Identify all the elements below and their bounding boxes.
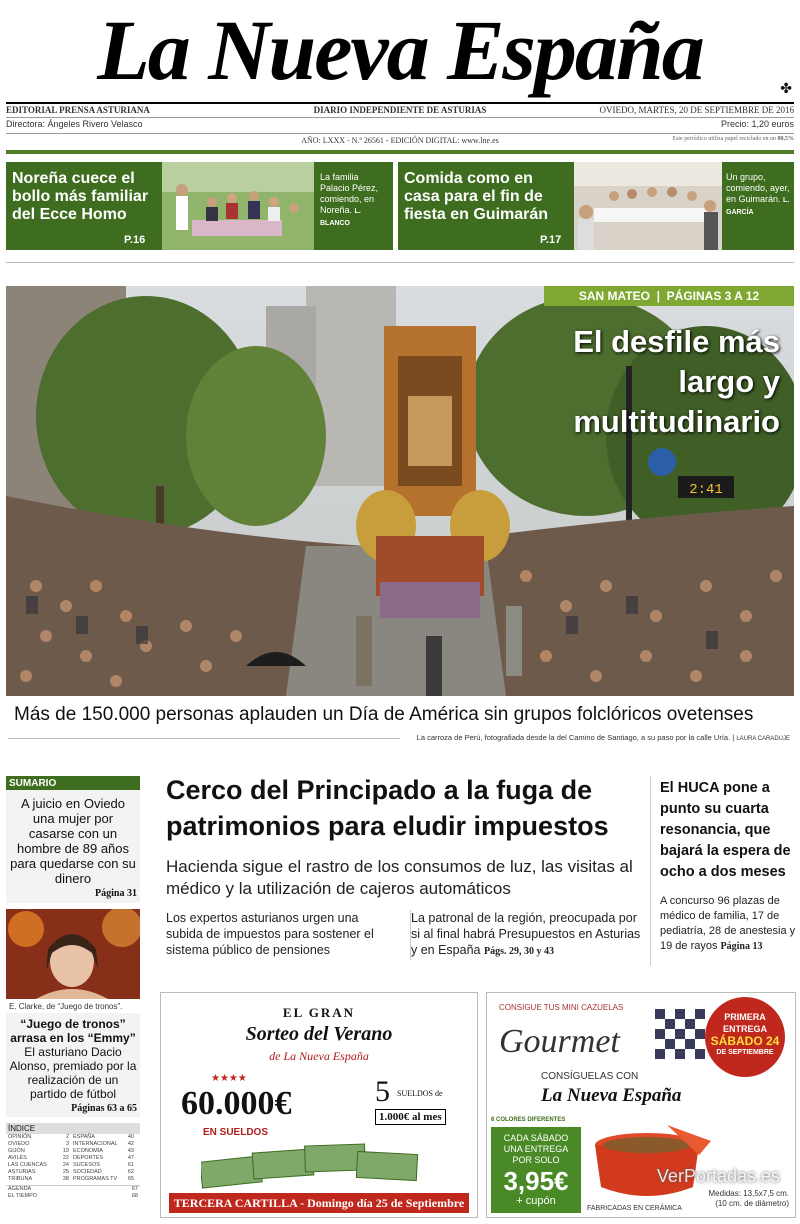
index-item-name: INTERNACIONAL	[73, 1141, 118, 1147]
index-item[interactable]	[8, 1186, 138, 1193]
ad-monthly-box: 1.000€ al mes	[375, 1109, 446, 1125]
teaser-credit: L. BLANCO	[320, 208, 361, 227]
medidas-line: (10 cm. de diámetro)	[715, 1199, 789, 1208]
divider	[6, 262, 794, 263]
index-item[interactable]	[8, 1162, 73, 1169]
index-item-page: 38	[62, 1176, 69, 1182]
paper-note-pct: 80,5%	[777, 136, 794, 142]
meta-line-3	[6, 133, 794, 147]
ad-five: 5	[375, 1075, 390, 1108]
ad-five-label: SUELDOS de	[397, 1089, 443, 1098]
price-box-line: POR SOLO	[512, 1155, 560, 1165]
teaser-photo	[162, 162, 314, 250]
ad-amount-label: EN SUELDOS	[203, 1127, 269, 1138]
index-item[interactable]	[73, 1162, 138, 1169]
index-item-name: ECONOMÍA	[73, 1148, 103, 1154]
index-item[interactable]	[73, 1155, 138, 1162]
director: Directora: Ángeles Rivero Velasco	[6, 119, 143, 129]
masthead	[0, 0, 800, 100]
index-item-page: 40	[127, 1134, 134, 1140]
index-item-name: AGENDA	[8, 1186, 32, 1192]
index-item-page: 19	[62, 1148, 69, 1154]
ad-cupon: + cupón	[516, 1195, 556, 1207]
index-item-name: EL TIEMPO	[8, 1193, 38, 1199]
teaser-page: P.17	[540, 234, 562, 246]
index-item[interactable]	[73, 1176, 138, 1183]
edition-info: AÑO: LXXX - N.º 26561 - EDICIÓN DIGITAL: www.lne.es	[301, 136, 499, 145]
index-item-page: 47	[127, 1155, 134, 1161]
index-item[interactable]	[8, 1141, 73, 1148]
checkered-cloth-icon	[655, 1009, 705, 1059]
tagline: DIARIO INDEPENDIENTE DE ASTURIAS	[313, 105, 487, 115]
index-item[interactable]	[8, 1193, 138, 1200]
teaser-title: Comida como en casa para el fin de fiesta en Guimarán	[404, 170, 549, 223]
cazuela-icon	[587, 1121, 717, 1201]
index-item[interactable]	[8, 1134, 73, 1141]
ad-sorteo-brand: de La Nueva España	[269, 1049, 369, 1063]
teaser-norena[interactable]	[6, 162, 393, 250]
badge-date: SÁBADO 24	[710, 1034, 780, 1048]
index-item-page: 68	[131, 1193, 138, 1199]
ad-el-gran: EL GRAN	[282, 1005, 356, 1020]
price-box-line: UNA ENTREGA	[503, 1144, 569, 1154]
sumario-story-headline: “Juego de tronos” arrasa en los “Emmy”	[10, 1017, 136, 1045]
ad-medidas	[709, 1189, 789, 1209]
main-column-2-text: La patronal de la región, preocupada por si al final habrá Presupuestos en Asturias y en España	[411, 911, 641, 957]
index-item-page: 24	[62, 1162, 69, 1168]
sumario-story[interactable]	[6, 1013, 140, 1117]
index-item[interactable]	[73, 1134, 138, 1141]
teaser-caption-text: Un grupo, comiendo, ayer, en Guimarán.	[726, 172, 790, 204]
section-tag[interactable]: SAN MATEO | PÁGINAS 3 A 12	[544, 286, 794, 306]
index-item-page: 2	[65, 1134, 69, 1140]
index-item-name: AVILÉS	[8, 1155, 27, 1161]
index-item-page: 62	[127, 1169, 134, 1175]
index-item-name: GIJÓN	[8, 1148, 25, 1154]
paper-note	[672, 136, 794, 142]
index-item-name: ASTURIAS	[8, 1169, 36, 1175]
index-item[interactable]	[8, 1148, 73, 1155]
index-footer	[6, 1185, 140, 1200]
watermark: VerPortadas.es	[656, 1166, 780, 1186]
banknotes-icon	[201, 1139, 441, 1189]
teaser-caption	[726, 172, 790, 218]
teaser-guimaran[interactable]	[398, 162, 794, 250]
badge-line: PRIMERA	[724, 1012, 766, 1022]
main-headline[interactable]: Cerco del Principado a la fuga de patrimonios para eludir impuestos	[166, 775, 609, 841]
sumario-story-page: Página 31	[95, 888, 137, 899]
hero-caption-text: La carroza de Perú, fotografiada desde la del Camino de Santiago, a su paso por la calle Uría.	[416, 733, 731, 742]
ad-gourmet-brand: La Nueva España	[541, 1085, 682, 1106]
meta-line-1	[6, 102, 794, 114]
badge-line: DE SEPTIEMBRE	[716, 1049, 774, 1056]
ad-amount: 60.000€	[181, 1085, 292, 1122]
index-item-page: 43	[127, 1148, 134, 1154]
teaser-credit: L. GARCÍA	[726, 197, 790, 216]
index-item-name: DEPORTES	[73, 1155, 104, 1161]
sumario-header: SUMARIO	[6, 776, 140, 790]
teaser-caption	[320, 172, 390, 229]
price-box-line: CADA SÁBADO	[503, 1133, 569, 1143]
section-tag-name: SAN MATEO	[578, 289, 650, 303]
sumario-story-page: Páginas 63 a 65	[71, 1103, 137, 1114]
ad-gourmet-top: CONSIGUE TUS MINI CAZUELAS	[499, 1003, 624, 1012]
hero-headline[interactable]: El desfile más largo y multitudinario	[573, 324, 780, 439]
index-item-name: OVIEDO	[8, 1141, 30, 1147]
ad-sorteo-title: Sorteo del Verano	[245, 1023, 393, 1045]
index-item[interactable]	[8, 1155, 73, 1162]
index-item-page: 25	[62, 1169, 69, 1175]
ad-first-delivery-badge	[705, 997, 785, 1077]
side-story-page: Página 13	[720, 941, 763, 952]
index-item[interactable]	[73, 1148, 138, 1155]
newspaper-logo[interactable]: La Nueva España	[97, 2, 703, 98]
index-list	[6, 1134, 140, 1183]
hero-credit: LAURA CARADUJE	[736, 736, 790, 742]
index-item-name: SUCESOS	[73, 1162, 100, 1168]
index-item-name: TRIBUNA	[8, 1176, 33, 1182]
publisher: EDITORIAL PRENSA ASTURIANA	[6, 105, 150, 115]
ad-fabricadas: FABRICADAS EN CERÁMICA	[587, 1205, 682, 1212]
brand-mark-icon: ✤	[780, 80, 792, 96]
ad-price: 3,95€	[503, 1166, 569, 1196]
index-item-page: 3	[65, 1141, 69, 1147]
main-column-2	[410, 910, 642, 960]
index-item[interactable]	[8, 1169, 73, 1176]
side-headline[interactable]: El HUCA pone a punto su cuarta resonancia, que bajará la espera de ocho a dos meses	[660, 780, 791, 880]
hero-caption: La carroza de Perú, fotografiada desde la del Camino de Santiago, a su paso por la calle Uría. | LAURA CARADUJE	[416, 733, 790, 742]
badge-line: ENTREGA	[722, 1024, 767, 1034]
index-header: ÍNDICE	[6, 1123, 140, 1134]
index-item[interactable]	[8, 1176, 73, 1183]
teaser-caption-text: La familia Palacio Pérez, comiendo, en Noreña.	[320, 172, 379, 215]
teaser-title: Noreña cuece el bollo más familiar del Ecce Homo	[12, 170, 149, 223]
hero-clock: 2:41	[689, 482, 723, 498]
index-item-name: ESPAÑA	[73, 1134, 95, 1140]
ad-gourmet-consiguelas: CONSÍGUELAS CON	[541, 1071, 639, 1082]
ad-sorteo-verano[interactable]	[160, 992, 478, 1218]
index-item-name: OPINIÓN	[8, 1134, 32, 1140]
index-item-name: SOCIEDAD	[73, 1169, 102, 1175]
index-item-page: 65	[127, 1176, 134, 1182]
index-item-page: 22	[62, 1155, 69, 1161]
index-item-page: 42	[127, 1141, 134, 1147]
sumario-sidebar	[6, 776, 140, 1200]
sumario-photo[interactable]	[6, 909, 140, 999]
hero-subtitle[interactable]: Más de 150.000 personas aplauden un Día de América sin grupos folclóricos ovetenses	[14, 704, 754, 725]
section-tag-pages: PÁGINAS 3 A 12	[666, 289, 760, 303]
meta-line-2	[6, 117, 794, 129]
ad-price-box	[491, 1127, 581, 1213]
sumario-story-text: A juicio en Oviedo una mujer por casarse con un hombre de 89 años para quedarse con su dinero	[10, 796, 136, 886]
index-item-name: LAS CUENCAS	[8, 1162, 47, 1168]
index-item[interactable]	[73, 1141, 138, 1148]
column-divider	[650, 776, 651, 966]
ad-colors: 6 COLORES DIFERENTES	[491, 1117, 566, 1123]
price: Precio: 1,20 euros	[720, 119, 794, 129]
main-subhead: Hacienda sigue el rastro de los consumos de luz, las visitas al médico y la utilización de cajeros automáticos	[166, 857, 633, 898]
date: OVIEDO, MARTES, 20 DE SEPTIEMBRE DE 2016	[599, 105, 794, 115]
index-item-name: PROGRAMAS TV	[73, 1176, 118, 1182]
sumario-photo-caption: E. Clarke, de “Juego de tronos”.	[9, 1002, 123, 1011]
side-story-body	[660, 894, 796, 954]
divider	[8, 738, 400, 739]
sumario-story-text: El asturiano Dacio Alonso, premiado por la realización de un partido de fútbol	[9, 1045, 137, 1101]
ad-gourmet-title: Gourmet	[499, 1023, 620, 1060]
index-item-page: 67	[131, 1186, 138, 1192]
sumario-story[interactable]	[6, 790, 140, 903]
medidas-line: Medidas: 13,5x7,5 cm.	[708, 1189, 789, 1198]
paper-note-text: Este periódico utiliza papel reciclado en un	[672, 136, 776, 142]
index-item-page: 61	[127, 1162, 134, 1168]
teaser-page: P.16	[124, 234, 146, 246]
index-item[interactable]	[73, 1169, 138, 1176]
stars-icon: ★★★★	[211, 1073, 247, 1084]
main-story-pages: Págs. 29, 30 y 43	[483, 946, 554, 957]
main-column-1: Los expertos asturianos urgen una subida de impuestos para sostener el sistema público de pensiones	[166, 911, 374, 957]
side-story-text: A concurso 96 plazas de médico de familia, 17 de pediatría, 28 de anestesia y 19 de rayos	[660, 895, 796, 952]
green-divider	[6, 150, 794, 154]
teaser-photo	[574, 162, 722, 250]
ad-sorteo-bar: TERCERA CARTILLA - Domingo día 25 de Septiembre	[169, 1193, 469, 1213]
